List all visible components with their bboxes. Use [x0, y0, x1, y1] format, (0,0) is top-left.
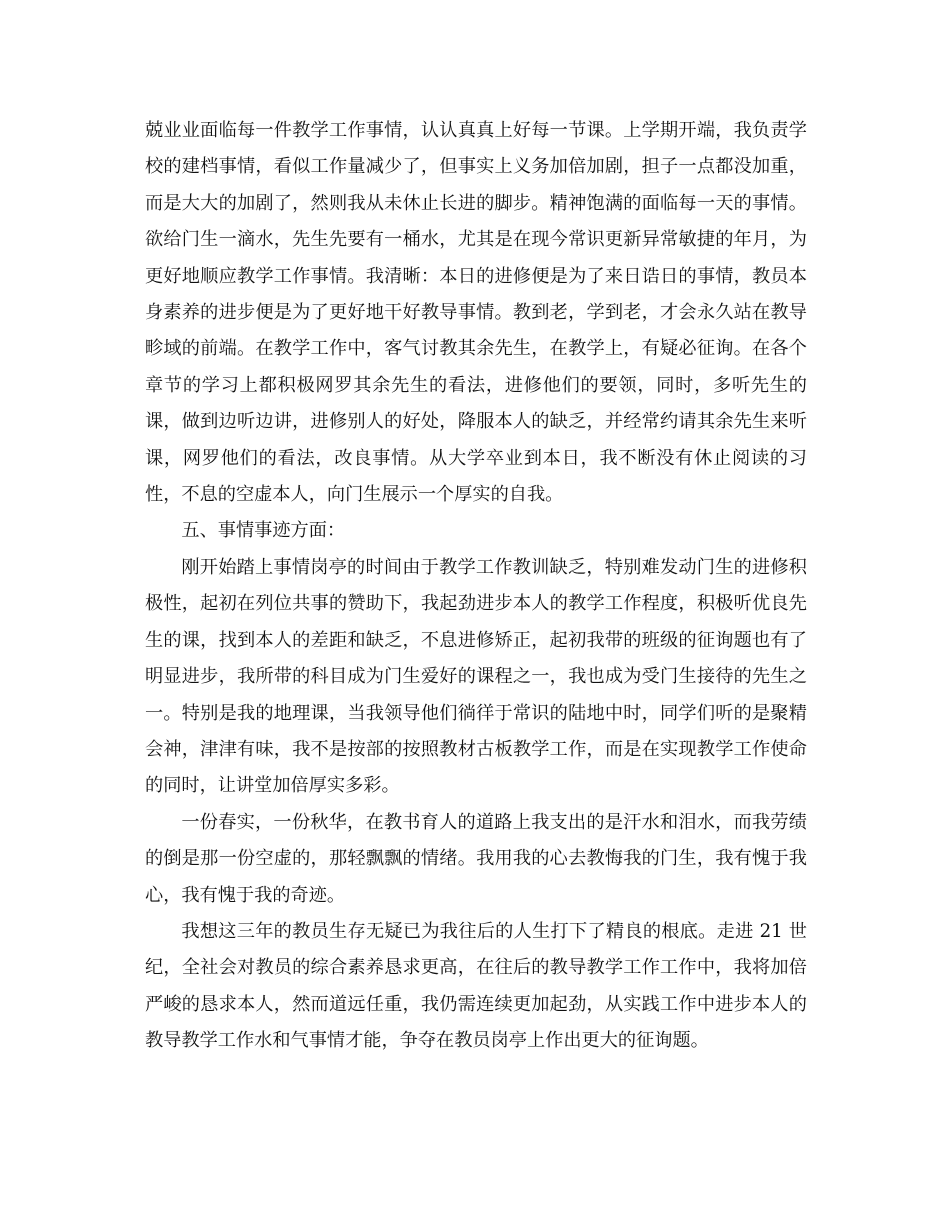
- document-body: [145, 113, 807, 1060]
- paragraph-3: 刚开始踏上事情岗亭的时间由于教学工作教训缺乏，特别难发动门生的进修积极性，起初在列位共事的赞助下，我起劲进步本人的教学工作程度，积极听优良先生的课，找到本人的差距和缺乏，不息进修矫正，起初我带的班级的征询题也有了明显进步，我所带的科目成为门生爱好的课程之一，我也成为受门生接待的先生之一。特别是我的地理课，当我领导他们徜徉于常识的陆地中时，同学们听的是聚精会神，津津有味，我不是按部的按照教材古板教学工作，而是在实现教学工作使命的同时，让讲堂加倍厚实多彩。: [145, 556, 807, 797]
- paragraph-1: 兢业业面临每一件教学工作事情，认认真真上好每一节课。上学期开端，我负责学校的建档事情，看似工作量减少了，但事实上义务加倍加剧，担子一点都没加重，而是大大的加剧了，然则我从未休止长进的脚步。精神饱满的面临每一天的事情。欲给门生一滴水，先生先要有一桶水，尤其是在现今常识更新异常敏捷的年月，为更好地顺应教学工作事情。我清晰：本日的进修便是为了来日诰日的事情，教员本身素养的进步便是为了更好地干好教导事情。教到老，学到老，才会永久站在教导畛域的前端。在教学工作中，客气讨教其余先生，在教学上，有疑必征询。在各个章节的学习上都积极网罗其余先生的看法，进修他们的要领，同时，多听先生的课，做到边听边讲，进修别人的好处，降服本人的缺乏，并经常约请其余先生来听课，网罗他们的看法，改良事情。从大学卒业到本日，我不断没有休止阅读的习性，不息的空虚本人，向门生展示一个厚实的自我。: [145, 120, 807, 506]
- section-heading-5: 五、事情事迹方面：: [181, 520, 346, 542]
- paragraph-5: 我想这三年的教员生存无疑已为我往后的人生打下了精良的根底。走进 21 世纪，全社会对教员的综合素养恳求更高，在往后的教导教学工作工作中，我将加倍严峻的恳求本人，然而道远任重，我仍需连续更加起劲，从实践工作中进步本人的教导教学工作水和气事情才能，争夺在教员岗亭上作出更大的征询题。: [145, 920, 807, 1052]
- paragraph-4: 一份春实，一份秋华，在教书育人的道路上我支出的是汗水和泪水，而我劳绩的倒是那一份空虚的，那轻飘飘的情绪。我用我的心去教悔我的门生，我有愧于我心，我有愧于我的奇迹。: [145, 811, 807, 906]
